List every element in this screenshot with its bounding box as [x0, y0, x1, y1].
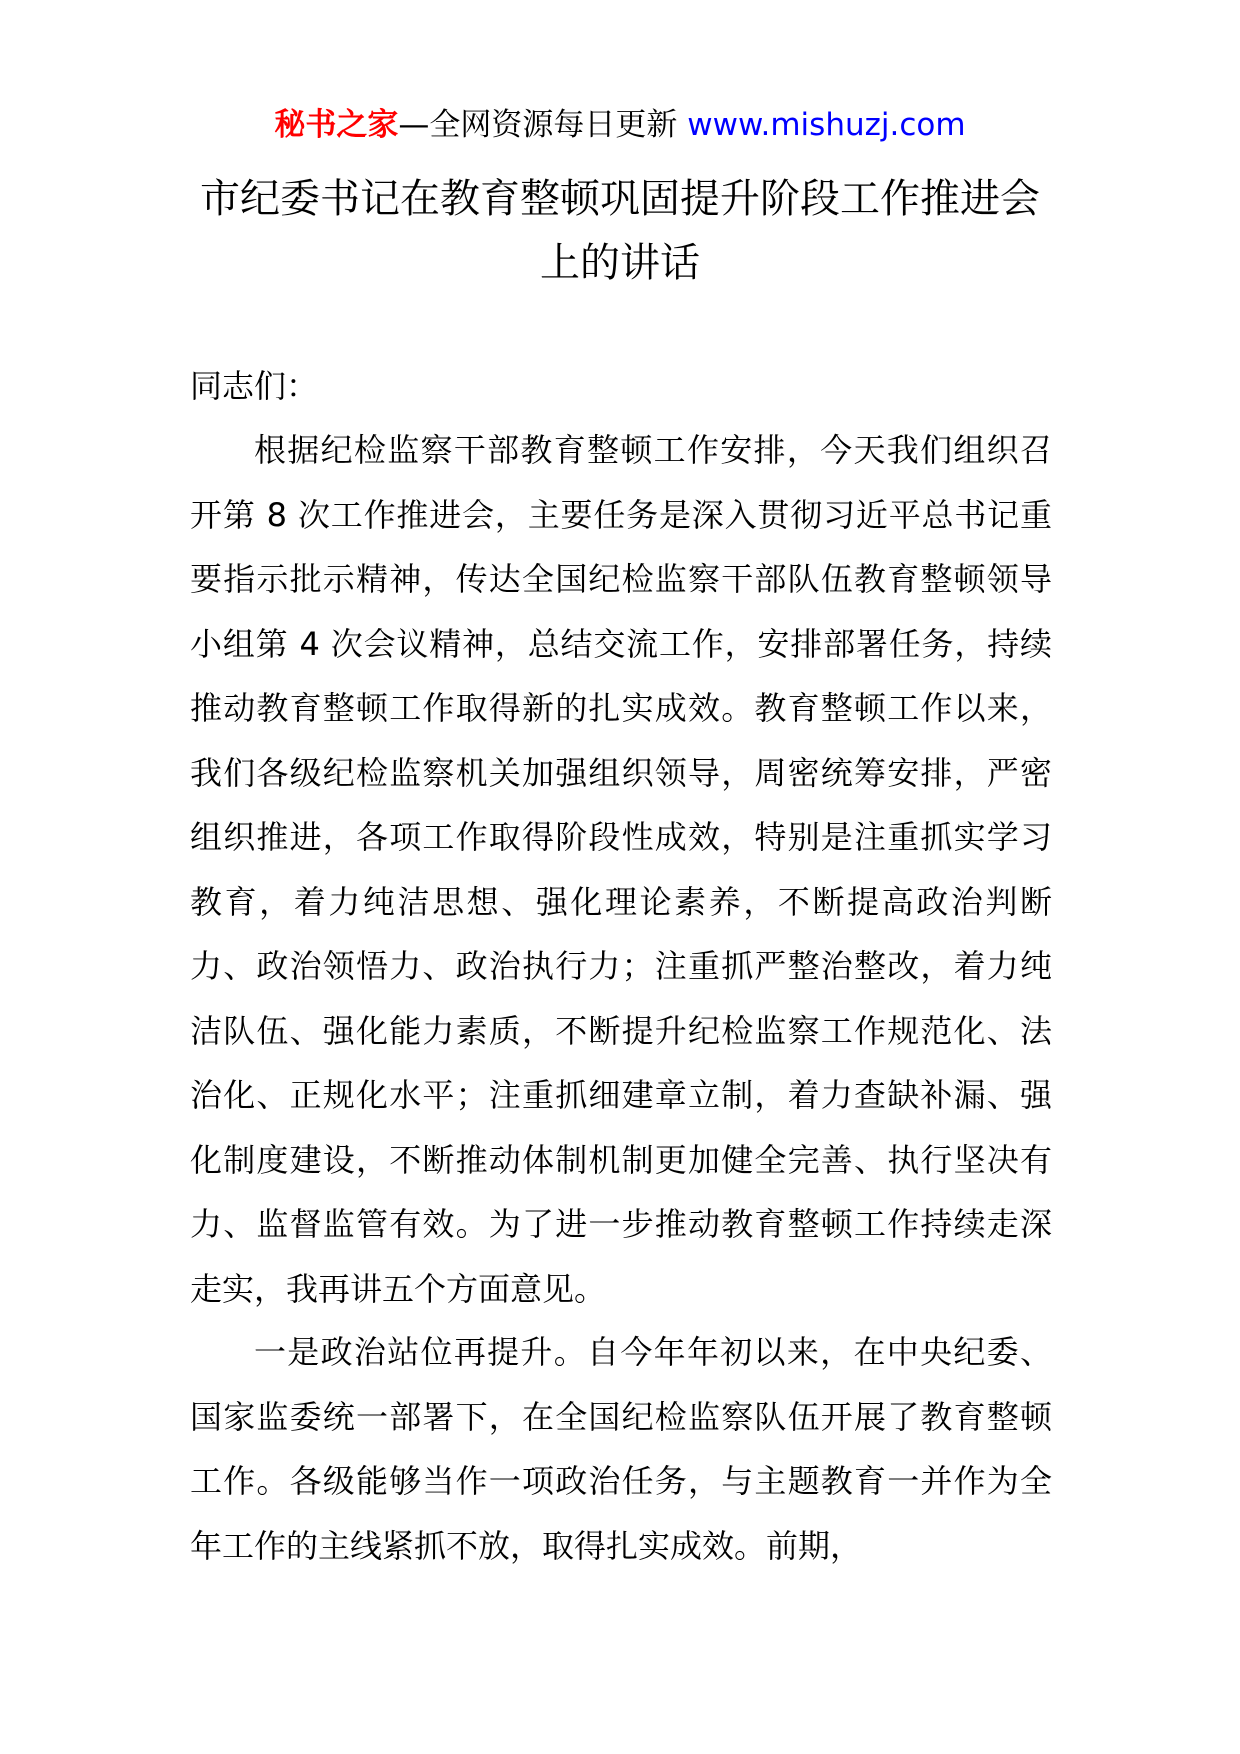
salutation: 同志们： [190, 367, 319, 405]
header-slogan: —全网资源每日更新 [398, 107, 688, 143]
site-header [0, 103, 1240, 147]
document-title: 市纪委书记在教育整顿巩固提升阶段工作推进会上的讲话 [200, 176, 1040, 286]
body-paragraph: 一是政治站位再提升。自今年年初以来，在中央纪委、国家监委统一部署下，在全国纪检监察队伍开展了教育整顿工作。各级能够当作一项政治任务，与主题教育一并作为全年工作的主线紧抓不放，取得扎实成效。前期， [190, 1333, 1052, 1565]
site-url-link[interactable]: www.mishuzj.com [687, 107, 966, 143]
body-paragraph: 根据纪检监察干部教育整顿工作安排，今天我们组织召开第 8 次工作推进会，主要任务是深入贯彻习近平总书记重要指示批示精神，传达全国纪检监察干部队伍教育整顿领导小组第 4 次会议精神，总结交流工作，安排部署任务，持续推动教育整顿工作取得新的扎实成效。教育整顿工作以来，我们各级纪检监察机关加强组织领导，周密统筹安排，严密组织推进，各项工作取得阶段性成效，特别是注重抓实学习教育，着力纯洁思想、强化理论素养，不断提高政治判断力、政治领悟力、政治执行力；注重抓严整治整改，着力纯洁队伍、强化能力素质，不断提升纪检监察工作规范化、法治化、正规化水平；注重抓细建章立制，着力查缺补漏、强化制度建设，不断推动体制机制更加健全完善、执行坚决有力、监督监管有效。为了进一步推动教育整顿工作持续走深走实，我再讲五个方面意见。 [190, 431, 1052, 1308]
brand-name: 秘书之家 [274, 107, 399, 143]
